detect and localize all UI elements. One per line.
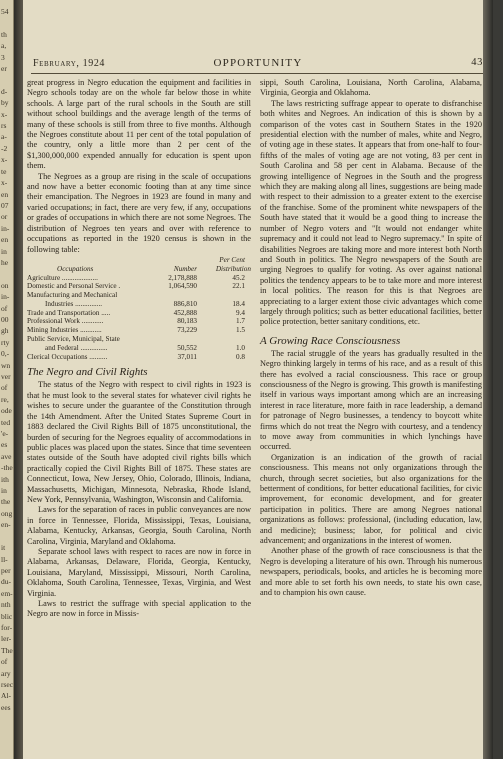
number-cell: 73,229 xyxy=(177,326,197,335)
table-row xyxy=(27,344,251,353)
header-title: OPPORTUNITY xyxy=(213,57,303,69)
table-row xyxy=(27,282,251,291)
fragment-text: du- xyxy=(1,577,11,587)
fragment-text: in xyxy=(1,246,7,256)
table-row xyxy=(27,300,251,309)
page-number: 43 xyxy=(471,57,483,68)
fragment-text: 3 xyxy=(1,52,5,62)
occupation-cell: Agriculture .................... xyxy=(27,273,98,282)
header-month: February, 1924 xyxy=(33,58,106,69)
occupation-cell: Domestic and Personal Service . xyxy=(27,282,121,291)
fragment-text: d- xyxy=(1,86,8,96)
fragment-text: -2 xyxy=(1,143,8,153)
paragraph: Organization is an indication of the growth of racial consciousness. This means not only organizations through the church, through secret societies, but also organizations for the betterment of conditions, for better educational facilities, for civic improvement, for economic development, and for greater participation in politics. There are among Negroes national organizations as follows: professional, (including education, law, and medicine); business; labor, for political and civic advancement; and organizations in the interest of women. xyxy=(260,452,482,546)
fragment-text: on xyxy=(1,280,9,290)
fragment-text xyxy=(1,17,13,28)
fragment-text: by xyxy=(1,98,9,108)
fragment-text: x- xyxy=(1,155,8,165)
fragment-text: in- xyxy=(1,292,10,302)
number-cell: 2,178,888 xyxy=(168,273,197,282)
fragment-text: ted xyxy=(1,417,11,427)
fragment-text: a, xyxy=(1,41,7,51)
fragment-text: of xyxy=(1,383,8,393)
left-column xyxy=(27,78,251,620)
fragment-text: in xyxy=(1,486,7,496)
fragment-text xyxy=(1,531,13,542)
occupation-cell: Professional Work ............ xyxy=(27,317,104,326)
number-cell: 886,810 xyxy=(173,299,197,308)
adjacent-page-text-fragments xyxy=(0,6,13,713)
fragment-text: ler- xyxy=(1,634,12,644)
table-header-number: Number xyxy=(173,264,197,273)
occupations-table-body xyxy=(27,274,251,362)
table-row xyxy=(27,274,251,283)
fragment-text: blic xyxy=(1,611,13,621)
percent-cell: 1.0 xyxy=(236,343,245,352)
number-cell: 80,183 xyxy=(177,317,197,326)
fragment-text: of xyxy=(1,303,8,313)
fragment-text: of xyxy=(1,657,8,667)
book-gutter xyxy=(14,0,23,759)
fragment-text: 07 xyxy=(1,200,9,210)
table-row xyxy=(27,309,251,318)
fragment-text: nth xyxy=(1,600,11,610)
occupation-cell: Manufacturing and Mechanical xyxy=(27,291,118,300)
percent-cell: 45.2 xyxy=(232,273,245,282)
fragment-text: a- xyxy=(1,132,7,142)
table-row xyxy=(27,326,251,335)
fragment-text: x- xyxy=(1,109,8,119)
percent-cell xyxy=(197,335,251,344)
paragraph: The laws restricting suffrage appear to operate to disfranchise both whites and Negroes. An indication of this is shown by a comparison of the votes cast in Southern States in the 1920 presidential election with the number of males, white and Negro, of voting age in these states. It appears that from one-half to four-fifths of the males of voting age are not voting, 83 per cent in South Carolina and 58 per cent in Alabama. Because of the growing intelligence of Negroes in the South and the progress which they are making along all lines, suggestions are being made with respect to their admission to a greater extent to the exercise of the franchise. Some of the prominent white newspapers of the South have stated that it would be a good thing to increase the number of Negro voters and "It would not endanger white supremacy and it could not lead to Negro supremacy." In spite of disabilities Negroes are taking more and more interest both North and South in politics. The Negro newspapers of the South are urging Negroes to qualify for voting. As over against national politics the tendency appears to be to take more and more interest in local politics. The reason for this is that Negroes are appreciating to a larger extent those civic advantages which come largely through politics; such as better educational facilities, better police protection, better sanitary conditions, etc. xyxy=(260,98,482,327)
fragment-text: in- xyxy=(1,223,10,233)
occupation-cell: and Federal ............... xyxy=(45,343,108,352)
fragment-text: 54 xyxy=(1,7,9,16)
number-cell: 37,011 xyxy=(177,352,197,361)
fragment-text: em- xyxy=(1,588,13,598)
right-column xyxy=(260,78,482,599)
table-row xyxy=(27,335,251,344)
percent-cell: 22.1 xyxy=(232,282,245,291)
fragment-text: it xyxy=(1,543,6,553)
table-row xyxy=(27,353,251,362)
paragraph: The racial struggle of the years has gradually resulted in the Negro thinking largely in terms of his race, and as a result of this there has evolved a racial consciousness. This race or group consciousness of the Negro is growing. This growth is manifesting itself in various ways important among which are an increasing interest in race literature, more faith in race leadership, a demand for patronage of Negro businesses, a tendency to boycott white firms which do not treat the Negro with courtesy, and a tendency to move away from communities in which lynchings have occurred. xyxy=(260,348,482,452)
fragment-text: for- xyxy=(1,622,13,632)
fragment-text: ll- xyxy=(1,554,8,564)
fragment-text: en- xyxy=(1,520,11,530)
table-row xyxy=(27,317,251,326)
table-header-percent: Per Cent xyxy=(219,255,245,264)
fragment-text: th xyxy=(1,29,7,39)
paragraph: Laws to restrict the suffrage with special application to the Negro are now in force in Missis- xyxy=(27,599,251,619)
paragraph: Laws for the separation of races in public conveyances are now in force in Tennessee, Florida, Mississippi, Texas, Louisiana, Alabama, Kentucky, Arkansas, Georgia, South Carolina, North Carolina, Virginia, Maryland and Oklahoma. xyxy=(27,505,251,546)
fragment-text: ary xyxy=(1,668,11,678)
running-header xyxy=(31,54,485,74)
fragment-text: re, xyxy=(1,394,9,404)
paragraph: great progress in Negro education the equipment and facilities in Negro schools today are on the whole far below those in white schools. A large part of the rural schools in the South are still without school buildings and the average length of the terms of many of these schools is still from three to five months. Although the Negroes constitute about 11 per cent of the total population of the country, only a little more than 2 per cent of the $1,300,000,000 expended annually for education is spent upon them. xyxy=(27,78,251,171)
table-row xyxy=(27,291,251,300)
fragment-text: er xyxy=(1,64,7,74)
percent-cell: 1.5 xyxy=(236,326,245,335)
header-rule xyxy=(31,73,485,74)
fragment-text: x- xyxy=(1,178,8,188)
page-edge-shadow xyxy=(483,0,493,759)
fragment-text: ver xyxy=(1,372,11,381)
fragment-text: ith xyxy=(1,474,9,484)
section-heading: The Negro and Civil Rights xyxy=(27,366,148,379)
number-cell: 1,064,590 xyxy=(168,282,197,291)
fragment-text: en xyxy=(1,235,9,245)
fragment-text: rty xyxy=(1,337,10,347)
section-heading: A Growing Race Consciousness xyxy=(260,334,401,347)
percent-cell: 1.7 xyxy=(236,317,245,326)
adjacent-page-strip xyxy=(0,0,14,759)
number-cell xyxy=(157,335,197,344)
occupation-cell: Trade and Transportation ..... xyxy=(27,308,111,317)
percent-cell xyxy=(197,291,251,300)
table-header-occupations: Occupations xyxy=(57,264,94,273)
magazine-page xyxy=(23,0,493,759)
percent-cell: 0.8 xyxy=(236,352,245,361)
fragment-text: ave xyxy=(1,451,12,461)
fragment-text: The xyxy=(1,645,13,655)
fragment-text: -the xyxy=(1,463,13,473)
number-cell: 50,552 xyxy=(177,343,197,352)
fragment-text: ong xyxy=(1,508,13,518)
fragment-text xyxy=(1,74,13,85)
fragment-text: ees xyxy=(1,702,11,712)
occupation-cell: Industries ............... xyxy=(45,299,103,308)
fragment-text: ode xyxy=(1,406,12,416)
fragment-text: he xyxy=(1,257,9,267)
paragraph: Separate school laws with respect to races are now in force in Alabama, Arkansas, Delaware, Florida, Georgia, Kentucky, Louisiana, Maryland, Mississippi, Missouri, North Carolina, Oklahoma, South Carolina, Tennessee, Texas, Virginia, and West Virginia. xyxy=(27,546,251,598)
fragment-text xyxy=(1,268,13,279)
fragment-text: es xyxy=(1,440,8,450)
paragraph: Another phase of the growth of race consciousness is that the Negro is developing a literature of his own. Through his numerous newspapers, periodicals, books, and articles he is becoming more and more able to set forth his own needs, to state his own case, and to champion his own cause. xyxy=(260,546,482,598)
fragment-text: 00 xyxy=(1,314,9,324)
fragment-text: te xyxy=(1,166,7,176)
occupation-cell: Mining Industries ............ xyxy=(27,326,102,335)
percent-cell: 9.4 xyxy=(236,308,245,317)
fragment-text: per xyxy=(1,565,11,575)
occupations-table xyxy=(27,256,251,362)
occupation-cell: Clerical Occupations .......... xyxy=(27,352,108,361)
fragment-text: rs xyxy=(1,121,7,131)
fragment-text: 'e- xyxy=(1,429,9,439)
fragment-text: en xyxy=(1,189,9,199)
paragraph: The status of the Negro with respect to civil rights in 1923 is that he must look to the several states for whatever civil rights he wishes to secure under the guarantee of the Constitution through the 14th Amendment. After the United States Supreme Court in 1883 declared the Civil Rights Bill of 1875 unconstitutional, the burden of securing for the Negroes equality of accommodations in public places was placed upon the states. Since that time seventeen states outside of the South have adopted civil rights bills which practically copied the Civil Rights Bill of 1875. These states are Connecticut, Iowa, New Jersey, Ohio, Colorado, Illinois, Indiana, Massachusetts, Michigan, Minnesota, Nebraska, Rhode Island, New York, Pennsylvania, Washington, Wisconsin and California. xyxy=(27,380,251,504)
paragraph: The Negroes as a group are rising in the scale of occupations and now have a better economic footing than at any time since their emancipation. The Negroes in 1923 are found in many and varied occupations; in fact, there are very few, if any, occupations or grades of occupations in which there are not some Negroes. The distribution of Negroes ten years and over with reference to occupations as reported in the 1920 census is shown in the following table: xyxy=(27,171,251,254)
fragment-text: rsec xyxy=(1,679,14,689)
fragment-text: Al- xyxy=(1,691,11,701)
fragment-text: the xyxy=(1,497,11,507)
number-cell: 452,888 xyxy=(173,308,197,317)
fragment-text: wn xyxy=(1,360,11,370)
percent-cell: 18.4 xyxy=(232,299,245,308)
fragment-text: or xyxy=(1,212,8,222)
fragment-text: gh xyxy=(1,326,9,336)
paragraph: sippi, South Carolina, Louisiana, North Carolina, Alabama, Virginia, Georgia and Oklahoma. xyxy=(260,78,482,98)
occupation-cell: Public Service, Municipal, State xyxy=(27,335,120,344)
table-header-distribution: Distribution xyxy=(215,264,251,273)
fragment-text: 0,- xyxy=(1,349,10,359)
number-cell xyxy=(157,291,197,300)
